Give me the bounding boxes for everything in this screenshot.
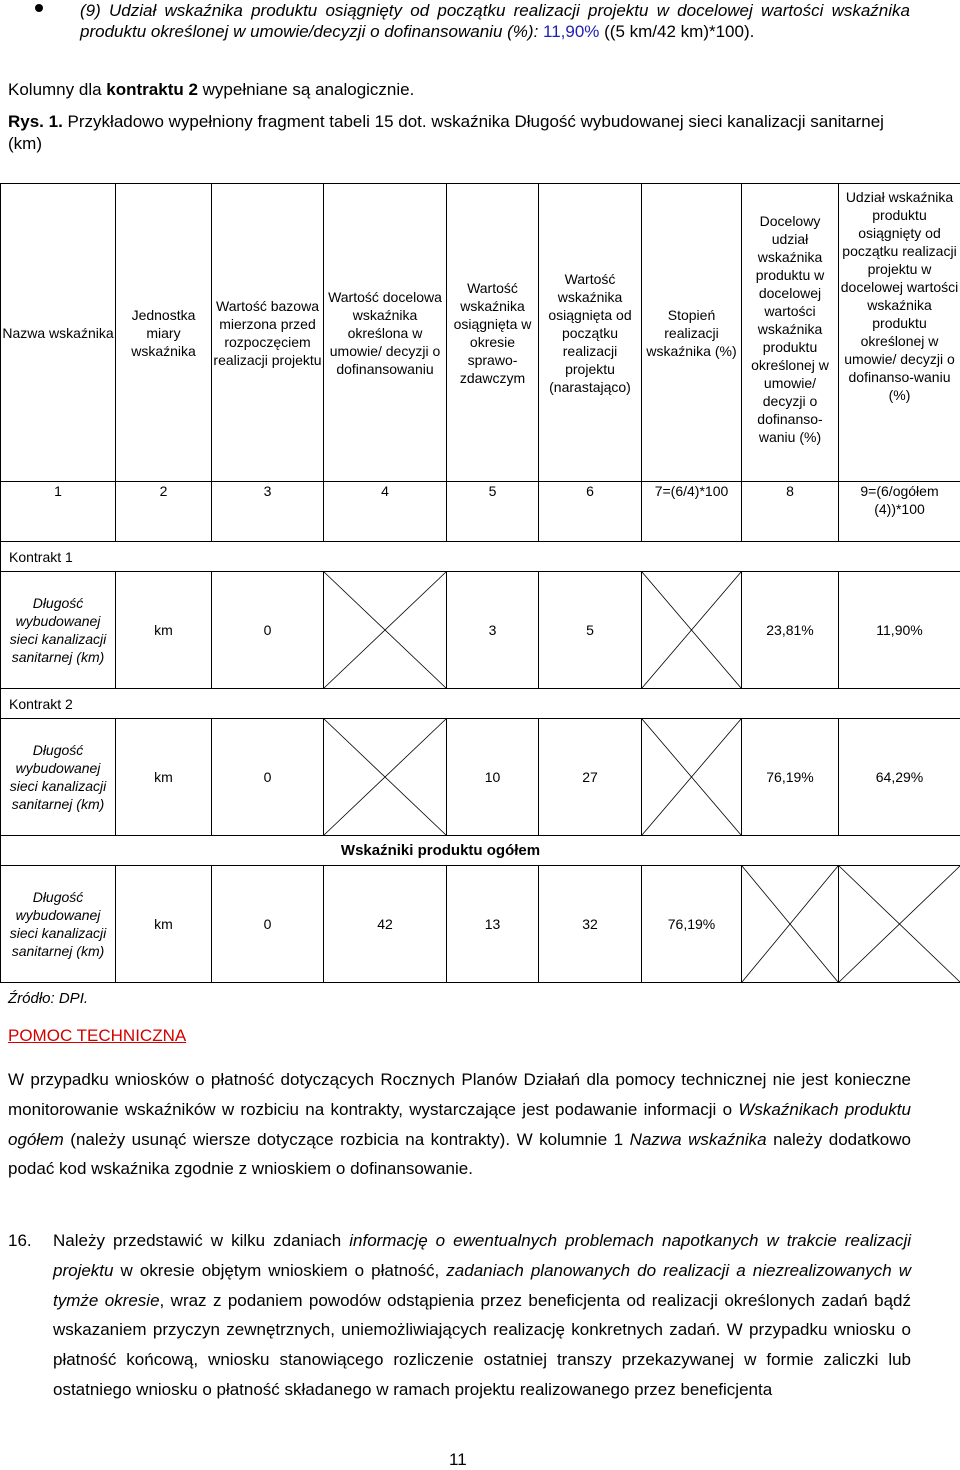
col-num-5: 5 <box>447 482 539 542</box>
source-note: Źródło: DPI. <box>8 990 88 1007</box>
number-row <box>1 482 960 542</box>
achieved-share-1: 11,90% <box>839 572 960 689</box>
col-num-3: 3 <box>212 482 324 542</box>
cross-mark-icon <box>324 719 446 835</box>
total-row <box>1 836 960 866</box>
item16-d: zadaniach planowanych do realizacji a niezrealizowanych w tymże okresie <box>53 1261 911 1310</box>
header-period: Wartość wskaźnika osiągnięta w okresie sprawo-zdawczym <box>447 184 539 482</box>
target-share-2: 76,19% <box>742 719 839 836</box>
figure-caption <box>8 111 908 155</box>
target-share-1: 23,81% <box>742 572 839 689</box>
note-post: wypełniane są analogicznie. <box>198 80 414 99</box>
unit-2: km <box>116 719 212 836</box>
col-num-6: 6 <box>539 482 642 542</box>
cross-mark-icon <box>642 572 741 688</box>
header-realization: Stopień realizacji wskaźnika (%) <box>642 184 742 482</box>
note-pre: Kolumny dla <box>8 80 106 99</box>
para1-c: (należy usunąć wiersze dotyczące rozbicia na kontrakty). W kolumnie 1 <box>64 1130 630 1149</box>
row-total <box>1 866 960 983</box>
cross-mark-icon <box>324 572 446 688</box>
total-label: Wskaźniki produktu ogółem <box>1 836 960 866</box>
item16-a: Należy przedstawić w kilku zdaniach <box>53 1231 349 1250</box>
col-num-7: 7=(6/4)*100 <box>642 482 742 542</box>
intro-part2: ((5 km/42 km)*100). <box>599 22 754 41</box>
cross-mark-icon <box>642 719 741 835</box>
crossed-cell <box>324 719 447 836</box>
unit-3: km <box>116 866 212 983</box>
item-16-number: 16. <box>8 1226 32 1256</box>
section-title: POMOC TECHNICZNA <box>8 1026 186 1046</box>
base-3: 0 <box>212 866 324 983</box>
indicator-name-2: Długość wybudowanej sieci kanalizacji sanitarnej (km) <box>1 719 116 836</box>
crossed-cell <box>642 719 742 836</box>
col-num-9: 9=(6/ogółem (4))*100 <box>839 482 960 542</box>
period-3: 13 <box>447 866 539 983</box>
item-16-text <box>53 1226 911 1405</box>
intro-part1: (9) Udział wskaźnika produktu osiągnięty od początku realizacji projektu w docelowej wartości wskaźnika produktu określonej w umowie/decyzji o dofinansowaniu (%): <box>80 1 910 41</box>
indicator-name-1: Długość wybudowanej sieci kanalizacji sanitarnej (km) <box>1 572 116 689</box>
header-base: Wartość bazowa mierzona przed rozpoczęciem realizacji projektu <box>212 184 324 482</box>
header-cumulative: Wartość wskaźnika osiągnięta od początku realizacji projektu (narastająco) <box>539 184 642 482</box>
base-1: 0 <box>212 572 324 689</box>
header-target: Wartość docelowa wskaźnika określona w umowie/ decyzji o dofinansowaniu <box>324 184 447 482</box>
para1-e: należy dodatkowo podać kod wskaźnika zgodnie z wnioskiem o dofinansowanie. <box>8 1130 911 1179</box>
item16-b: informację o ewentualnych problemach napotkanych w trakcie realizacji projektu <box>53 1231 911 1280</box>
intro-value: 11,90% <box>543 22 599 41</box>
row-contract1 <box>1 572 960 689</box>
contract1-row <box>1 542 960 572</box>
period-2: 10 <box>447 719 539 836</box>
intro-bullet <box>0 0 960 70</box>
technical-assistance-paragraph <box>8 1065 911 1184</box>
indicator-table <box>0 183 960 983</box>
item16-c: w okresie objętym wnioskiem o płatność, <box>113 1261 446 1280</box>
contract1-label: Kontrakt 1 <box>1 542 960 572</box>
base-2: 0 <box>212 719 324 836</box>
achieved-share-2: 64,29% <box>839 719 960 836</box>
cross-mark-icon <box>839 866 960 982</box>
para1-a: W przypadku wniosków o płatność dotyczących Rocznych Planów Działań dla pomocy technicznej nie jest konieczne monitorowanie wskaźników w rozbiciu na kontrakty, wystarczające jest podawanie informacji o <box>8 1070 911 1119</box>
header-unit: Jednostka miary wskaźnika <box>116 184 212 482</box>
para1-d: Nazwa wskaźnika <box>630 1130 767 1149</box>
indicator-name-3: Długość wybudowanej sieci kanalizacji sanitarnej (km) <box>1 866 116 983</box>
header-name: Nazwa wskaźnika <box>1 184 116 482</box>
target-3: 42 <box>324 866 447 983</box>
caption-label: Rys. 1. <box>8 112 63 131</box>
realization-3: 76,19% <box>642 866 742 983</box>
item16-e: , wraz z podaniem powodów odstąpienia przez beneficjenta od realizacji określonych zadań bądź wskazaniem przyczyn zewnętrznych, uniemożliwiających realizację konkretnych zadań. W przypadku wniosku o płatność końcową, wniosku stanowiącego rozliczenie ostatniej transzy przekazywanej w formie zaliczki lub ostatniego wniosku o płatność składanego w ramach projektu realizowanego przez beneficjenta <box>53 1291 911 1399</box>
unit-1: km <box>116 572 212 689</box>
header-achieved-share: Udział wskaźnika produktu osiągnięty od początku realizacji projektu w docelowej wartości wskaźnika produktu określonej w umowie/ decyzji o dofinanso-waniu (%) <box>839 184 960 482</box>
cumulative-2: 27 <box>539 719 642 836</box>
crossed-cell <box>839 866 960 983</box>
cross-mark-icon <box>742 866 838 982</box>
note-bold: kontraktu 2 <box>106 80 198 99</box>
caption-text: Przykładowo wypełniony fragment tabeli 15 dot. wskaźnika Długość wybudowanej sieci kanalizacji sanitarnej (km) <box>8 112 884 153</box>
cumulative-3: 32 <box>539 866 642 983</box>
row-contract2 <box>1 719 960 836</box>
contract2-row <box>1 689 960 719</box>
header-target-share: Docelowy udział wskaźnika produktu w docelowej wartości wskaźnika produktu określonej w umowie/ decyzji o dofinanso-waniu (%) <box>742 184 839 482</box>
col-num-2: 2 <box>116 482 212 542</box>
crossed-cell <box>742 866 839 983</box>
crossed-cell <box>642 572 742 689</box>
intro-text <box>80 0 910 42</box>
columns-note <box>8 80 414 100</box>
contract2-label: Kontrakt 2 <box>1 689 960 719</box>
header-row <box>1 184 960 482</box>
para1-b: Wskaźnikach produktu ogółem <box>8 1100 911 1149</box>
page-number: 11 <box>449 1450 467 1470</box>
cumulative-1: 5 <box>539 572 642 689</box>
period-1: 3 <box>447 572 539 689</box>
col-num-8: 8 <box>742 482 839 542</box>
bullet-icon <box>35 4 43 12</box>
crossed-cell <box>324 572 447 689</box>
col-num-1: 1 <box>1 482 116 542</box>
col-num-4: 4 <box>324 482 447 542</box>
